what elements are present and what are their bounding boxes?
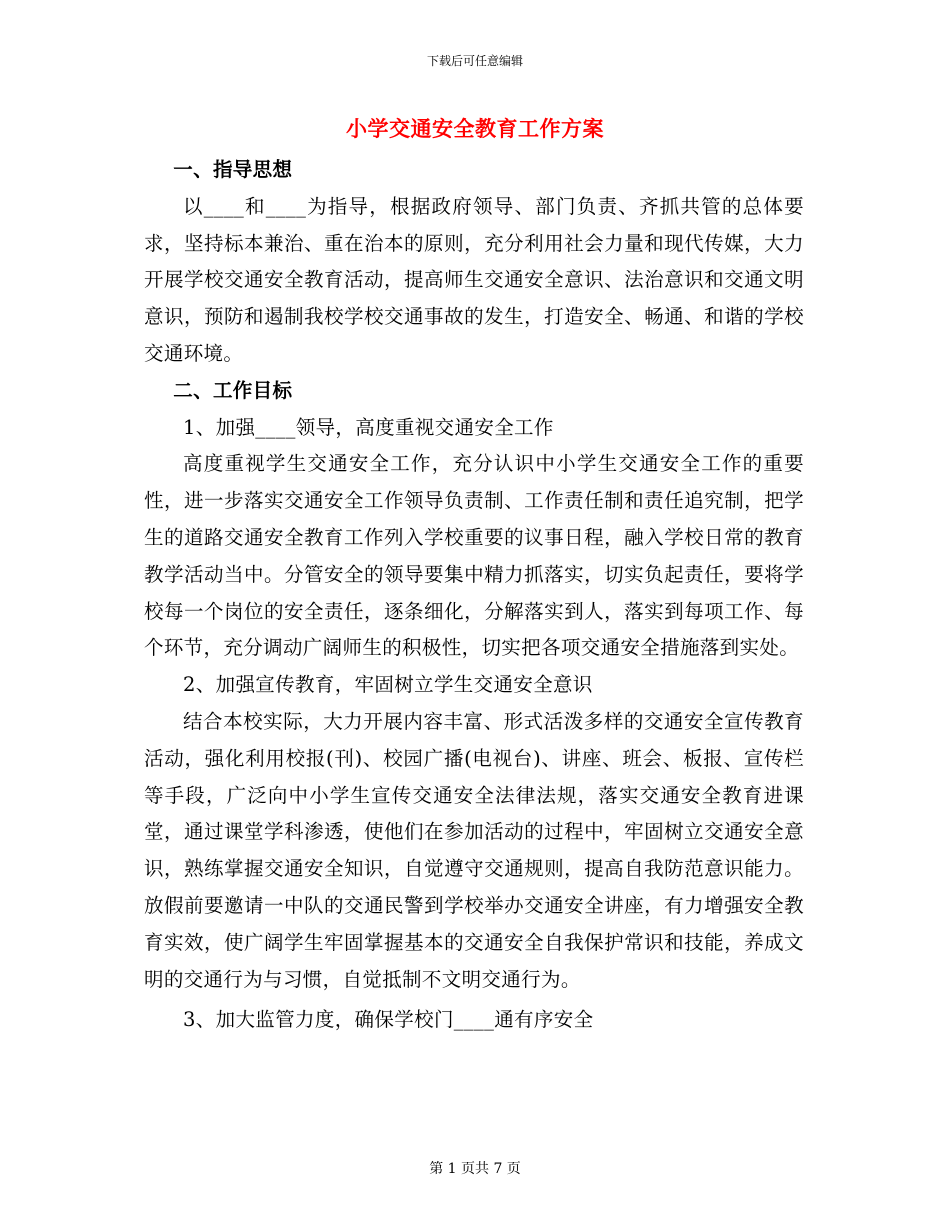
item-3-title: 3、加大监管力度，确保学校门____通有序安全 <box>183 1008 594 1032</box>
section-heading-work-goals: 二、工作目标 <box>173 378 293 402</box>
item-2-title: 2、加强宣传教育，牢固树立学生交通安全意识 <box>183 673 593 697</box>
paragraph-guiding-ideology: 以____和____为指导，根据政府领导、部门负责、齐抓共管的总体要求，坚持标本兼治、重在治本的原则，充分利用社会力量和现代传媒，大力开展学校交通安全教育活动，提高师生交通安全意识、法治意识和交通文明意识，预防和遏制我校学校交通事故的发生，打造安全、畅通、和谐的学校交通环境。 <box>144 194 804 365</box>
page-footer: 第 1 页共 7 页 <box>429 1161 521 1177</box>
section-heading-guiding-ideology: 一、指导思想 <box>173 158 293 181</box>
document-body <box>144 152 804 1039</box>
item-2-paragraph: 结合本校实际，大力开展内容丰富、形式活泼多样的交通安全宣传教育活动，强化利用校报(刊)、校园广播(电视台)、讲座、班会、板报、宣传栏等手段，广泛向中小学生宣传交通安全法律法规，落实交通安全教育进课堂，通过课堂学科渗透，使他们在参加活动的过程中，牢固树立交通安全意识，熟练掌握交通安全知识，自觉遵守交通规则，提高自我防范意识能力。放假前要邀请一中队的交通民警到学校举办交通安全讲座，有力增强安全教育实效，使广阔学生牢固掌握基本的交通安全自我保护常识和技能，养成文明的交通行为与习惯，自觉抵制不文明交通行为。 <box>144 709 804 991</box>
document-title: 小学交通安全教育工作方案 <box>346 116 604 141</box>
item-1-title: 1、加强____领导，高度重视交通安全工作 <box>183 415 554 439</box>
item-1-paragraph: 高度重视学生交通安全工作，充分认识中小学生交通安全工作的重要性，进一步落实交通安全工作领导负责制、工作责任制和责任追究制，把学生的道路交通安全教育工作列入学校重要的议事日程，融入学校日常的教育教学活动当中。分管安全的领导要集中精力抓落实，切实负起责任，要将学校每一个岗位的安全责任，逐条细化，分解落实到人，落实到每项工作、每个环节，充分调动广阔师生的积极性，切实把各项交通安全措施落到实处。 <box>144 452 804 660</box>
header-note: 下载后可任意编辑 <box>426 54 523 68</box>
